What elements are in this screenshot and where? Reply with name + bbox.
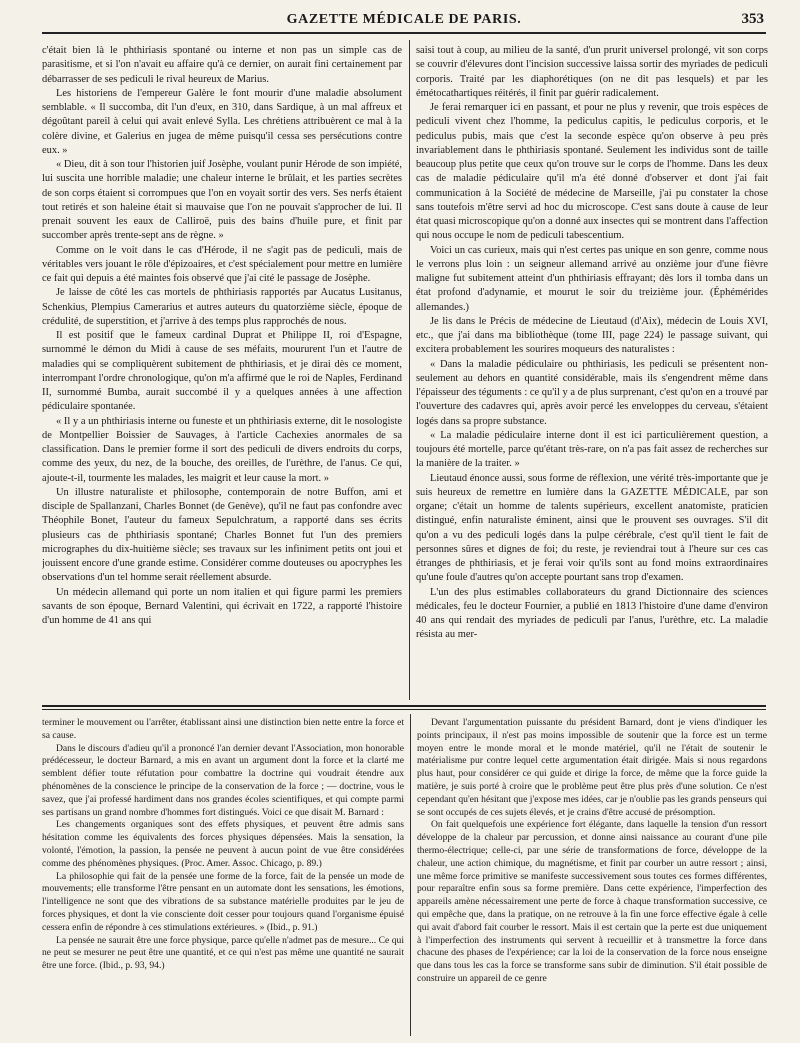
- paragraph: Je ferai remarquer ici en passant, et pour ne plus y revenir, que trois espèces de pediculi vivent chez l'homme, la pediculus capitis, le pediculus corporis, et le pediculus pubis, mais que c'est la seconde espèce qu'on observe à peu près invariablement dans le phthiriasis spontané. Seulement les individus sont de taille beaucoup plus petite que ceux qu'on trouve sur le corps de l'homme. Dans les deux cas de maladie pédiculaire qu'il m'a été donné d'observer et dont j'ai fait communication à la Société de médecine de Marseille, j'ai pu constater la chose sans toutefois m'être servi ad hoc du microscope. C'est sans doute à cause de leur état quasi microscopique qu'on a donné aux insectes qui se montrent dans l'affection qui nous occupe le nom de pediculi tabescentium.: [416, 102, 768, 242]
- paragraph: Les historiens de l'empereur Galère le font mourir d'une maladie absolument semblable. « Il succomba, dit l'un d'eux, en 310, dans Sardique, à un mal affreux et dégoûtant pareil à celui qui avait enlevé Sylla. Les chrétiens attribuèrent ce mal à la colère divine, et Galerius en jugea de même puisqu'il cessa ses persécutions contre eux. »: [42, 87, 402, 156]
- paragraph: Je laisse de côté les cas mortels de phthiriasis rapportés par Aucatus Lusitanus, Schenkius, Plempius Camerarius et autres auteurs du quatorzième siècle, époque de crédulité, de superstition, et j'arrive à des temps plus rapprochés de nous.: [42, 287, 402, 327]
- paragraph: « Dieu, dit à son tour l'historien juif Josèphe, voulant punir Hérode de son impiété, lui suscita une horrible maladie; une chaleur interne le brûlait, et les parties secrètes de son corps étaient si corrompues que l'on en voyait sortir des vers. Ses nerfs étaient tout retirés et son haleine était si mauvaise que l'on ne pouvait s'approcher de lui. Il prenait souvent les eaux de Calliroë, puis des bains d'huile pure, et finit par succomber après trente-sept ans de règne. »: [42, 159, 402, 242]
- paragraph: Il est positif que le fameux cardinal Duprat et Philippe II, roi d'Espagne, surnommé le démon du Midi à cause de ses méfaits, moururent l'un et l'autre de maladies qui se compliquèrent subitement de phthiriasis, et je dirai dès ce moment, interrompant l'ordre chronologique, qu'on m'a affirmé que le roi de Naples, Ferdinand II, surnommé Bumba, aurait succombé il y a quelques années à une affection pédiculaire spontanée.: [42, 330, 402, 413]
- page-number: 353: [741, 11, 764, 27]
- article-column-right: [416, 44, 768, 700]
- paragraph: saisi tout à coup, au milieu de la santé, d'un prurit universel prolongé, vit son corps se couvrir d'élevures dont l'incision successive laissa sortir des myriades de pediculi corporis. Traité par les diaphorétiques (on ne dit pas lesquels) et par les émétocathartiques réitérés, il finit par guérir radicalement.: [416, 45, 768, 99]
- section-divider-thin: [42, 709, 766, 710]
- paragraph: Lieutaud énonce aussi, sous forme de réflexion, une vérité très-importante que je suis heureux de remettre en lumière dans la GAZETTE MÉDICALE, par son organe; c'était un homme de talents supérieurs, excellent anatomiste, praticien distingué, enfin naturaliste éminent, ainsi que le prouvent ses ouvrages. S'il dit qu'on a vu des pediculi logés dans la pulpe cérébrale, c'est qu'il tient le fait de personnes sûres et dignes de foi; du reste, je reviendrai tout à l'heure sur ces cas étranges de phthiriasis, et je ferai voir qu'ils sont au fond moins extraordinaires qu'une foule d'autres qu'on accepte pourtant sans trop d'examen.: [416, 472, 768, 584]
- paragraph: terminer le mouvement ou l'arrêter, établissant ainsi une distinction bien nette entre la force et sa cause.: [42, 717, 404, 741]
- paragraph: « Dans la maladie pédiculaire ou phthiriasis, les pediculi se présentent non-seulement au dehors en quantité considérable, mais ils s'engendrent même dans l'épaisseur des téguments : ce qu'il y a de plus surprenant, c'est qu'on en a trouvé par l'ouverture des cadavres qui, après avoir percé les enveloppes du cerveau, s'étaient logés dans sa propre substance.: [416, 358, 768, 427]
- feuilleton-column-right: [417, 717, 767, 1035]
- paragraph: Les changements organiques sont des effets physiques, et peuvent être admis sans hésitation comme les équivalents des forces physiques dépensées. Mais la sensation, la volonté, l'émotion, la passion, la pensée ne peuvent à aucun point de vue être considérées comme des phénomènes physiques. (Proc. Amer. Assoc. Chicago, p. 89.): [42, 819, 404, 869]
- paragraph: La pensée ne saurait être une force physique, parce qu'elle n'admet pas de mesure... Ce qui ne peut se mesurer ne peut être une quantité, et ce qui n'est pas même une quantité ne saurait être une force. (Ibid., p. 93, 94.): [42, 934, 404, 972]
- paragraph: Je lis dans le Précis de médecine de Lieutaud (d'Aix), médecin de Louis XVI, etc., que j'ai dans ma bibliothèque (tome III, page 224) le passage suivant, qui excitera probablement les sourires moqueurs des naturalistes :: [416, 315, 768, 356]
- page-header: [42, 10, 766, 34]
- feuilleton-column-left: [42, 717, 404, 1035]
- paragraph: Dans le discours d'adieu qu'il a prononcé l'an dernier devant l'Association, mon honorable prédécesseur, le docteur Barnard, a mis en avant un argument dont la force et la clarté me semblent défier toute réfutation pour combattre la doctrine qui voudrait étendre aux phénomènes de la conscience le principe de la conservation de la force ; — doctrine, vous le savez, que j'ai professé hardiment dans nos grandes écoles scientifiques, et qui compte parmi ses partisans un grand nombre d'hommes fort distingués. Voici ce que disait M. Barnard :: [42, 742, 404, 818]
- section-divider: [42, 705, 766, 707]
- column-divider-bottom: [410, 714, 411, 1036]
- paragraph: Comme on le voit dans le cas d'Hérode, il ne s'agit pas de pediculi, mais de véritables vers jouant le rôle d'épizoaires, et c'est spécialement pour mettre en lumière ce fait qui depuis a été maintes fois observé que j'ai cité le passage de Josèphe.: [42, 244, 402, 284]
- column-divider: [409, 40, 410, 700]
- article-column-left: [42, 44, 402, 700]
- paragraph: Un médecin allemand qui porte un nom italien et qui figure parmi les premiers savants de son époque, Bernard Valentini, qui écrivait en 1722, a rapporté l'histoire d'un homme de 41 ans qui: [42, 586, 402, 626]
- journal-title: GAZETTE MÉDICALE DE PARIS.: [286, 12, 522, 27]
- paragraph: Voici un cas curieux, mais qui n'est certes pas unique en son genre, comme nous le verrons plus loin : un seigneur allemand arrivé au onzième jour d'une fièvre maligne fut subitement atteint d'un phthiriasis effrayant; dès lors il tomba dans un état profond d'adynamie, et mourut le soir du treizième jour. (Éphémérides allemandes.): [416, 244, 768, 313]
- paragraph: c'était bien là le phthiriasis spontané ou interne et non pas un simple cas de parasitisme, et si l'on n'avait eu affaire qu'à ce dernier, on aurait fini certainement par débarrasser de ses pediculi le rival heureux de Marius.: [42, 45, 402, 85]
- paragraph: « Il y a un phthiriasis interne ou funeste et un phthiriasis externe, dit le nosologiste de Montpellier Boissier de Sauvages, à l'article Cachexies anormales de sa classification. Dans le premier forme il sort des pediculi de divers endroits du corps, comme des yeux, du nez, de la bouche, des oreilles, de l'urèthre, de l'anus. Ce qui, ajoute-t-il, tourmente les malades, les maigrit et leur cause la mort. »: [42, 415, 402, 484]
- paragraph: La philosophie qui fait de la pensée une forme de la force, fait de la pensée un mode de mouvements; elle transforme l'être pensant en un automate dont les sensations, les émotions, l'intelligence ne sont que des vibrations de sa substance matérielle produites par le jeu de forces physiques, et dont la vie consciente doit cesser pour toujours quand l'organisme épuisé cessera enfin de répondre à ces stimulations extérieures. » (Ibid., p. 91.): [42, 870, 404, 933]
- paragraph: Devant l'argumentation puissante du président Barnard, dont je viens d'indiquer les points principaux, il n'est pas moins impossible de soutenir que la force est un terme moyen entre le monde moral et le monde matériel, qu'il ne l'était de soutenir le matérialisme pur contre lequel cette argumentation était dirigée. Mais si nous regardons plus haut, pour considérer ce qui guide et dirige la force, de même que la force guide la matière, je suis porté à croire que le problème peut être plus près d'une solution. Ce n'est cependant qu'en hésitant que j'expose mes idées, car je n'oublie pas les grands penseurs qui se sont occupés de ces sujets élevés, et je crains d'être accusé de présomption.: [417, 717, 767, 818]
- paragraph: L'un des plus estimables collaborateurs du grand Dictionnaire des sciences médicales, feu le docteur Fournier, a publié en 1813 l'histoire d'une dame d'environ 40 ans qui rendait des myriades de pediculi par l'anus, l'urèthre, etc. La maladie résista au mer-: [416, 586, 768, 641]
- paragraph: Un illustre naturaliste et philosophe, contemporain de notre Buffon, ami et disciple de Spallanzani, Charles Bonnet (de Genève), qu'il ne faut pas confondre avec Théophile Bonet, l'auteur du fameux Sepulchratum, a rapporté dans ses écrits plusieurs cas de phthiriasis spontané; Charles Bonnet fut l'un des premiers micrographes du dix-huitième siècle; ses travaux sur les infiniment petits ont joui et jouissent encore d'une grande estime. Considérer comme douteuses ou apocryphes les observations d'un tel homme serait réellement absurde.: [42, 486, 402, 584]
- paragraph: On fait quelquefois une expérience fort élégante, dans laquelle la tension d'un ressort développe de la chaleur par percussion, et donne ainsi naissance au courant d'une pile thermo-électrique; celle-ci, par une série de transformations de force, développe de la chaleur, une action chimique, du magnétisme, et finit par courber un autre ressort ; ainsi, une même force primitive se manifeste successivement sous toutes ces formes différentes, pour reparaître enfin sous sa forme première. Dans cette expérience, l'imperfection des appareils amène nécessairement une perte de force à chaque transformation successive, ce qui empêche que, dans la pratique, on ne retrouve à la fin une force effective égale à celle qui avait d'abord fait courber le ressort. Mais il est certain que la perte est due uniquement à l'imperfection des instruments qui servent à recueillir et à transmettre la force dans chacune des phases de l'expérience; car la loi de la conservation de la force nous enseigne que dans tous les cas la force se transforme sans subir de diminution. S'il était possible de construire un appareil de ce genre: [417, 819, 767, 984]
- paragraph: « La maladie pédiculaire interne dont il est ici particulièrement question, a toujours été mortelle, parce qu'étant très-rare, on n'a pas fait assez de recherches sur la manière de la traiter. »: [416, 429, 768, 470]
